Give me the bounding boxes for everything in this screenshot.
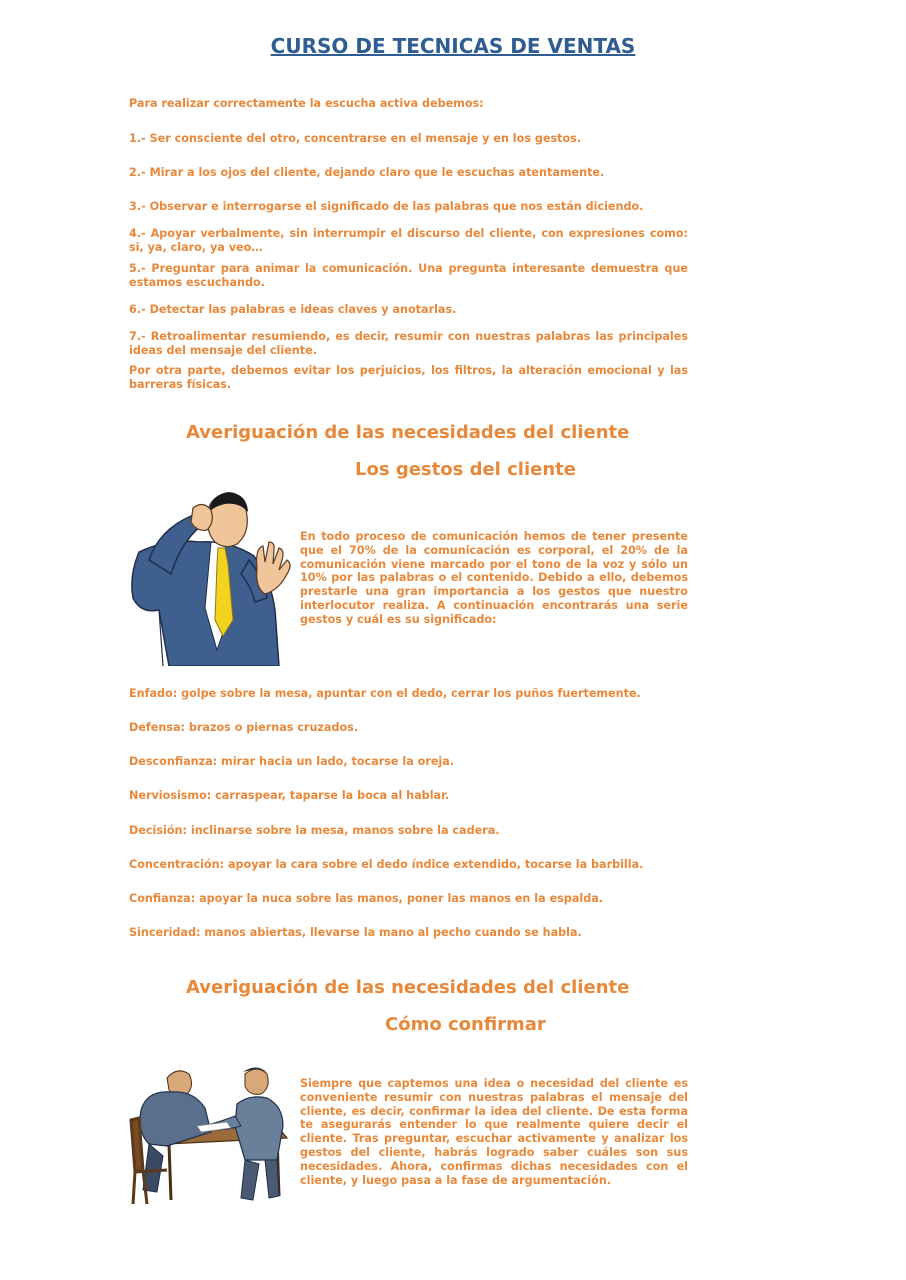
man-listening-illustration: [129, 490, 295, 666]
section2-subheading: Cómo confirmar: [385, 1014, 546, 1035]
section2-body: Siempre que captemos una idea o necesidad del cliente es conveniente resumir con nuestras palabras el mensaje del cliente, es decir, confirmar la idea del cliente. De esta forma te asegurarás entender lo que realmente quiere decir el cliente. Tras preguntar, escuchar activamente y analizar los gestos del cliente, habrás logrado saber cuáles son sus necesidades. Ahora, confirmas dichas necesidades con el cliente, y luego pasa a la fase de argumentación.: [300, 1077, 688, 1187]
section1-body: En todo proceso de comunicación hemos de tener presente que el 70% de la comunicación es corporal, el 20% de la comunicación viene marcado por el tono de la voz y sólo un 10% por las palabras o el contenido. Debido a ello, debemos prestarle una gran importancia a los gestos que nuestro interlocutor realiza. A continuación encontrarás una serie gestos y cuál es su significado:: [300, 530, 688, 626]
business-meeting-illustration: [127, 1060, 297, 1205]
step-6: 6.- Detectar las palabras e ideas claves y anotarlas.: [129, 303, 457, 316]
step-4: 4.- Apoyar verbalmente, sin interrumpir el discurso del cliente, con expresiones como: si, ya, claro, ya veo…: [129, 227, 688, 254]
section1-subheading: Los gestos del cliente: [355, 459, 576, 480]
gesture-confianza: Confianza: apoyar la nuca sobre las manos, poner las manos en la espalda.: [129, 892, 604, 905]
gesture-decision: Decisión: inclinarse sobre la mesa, manos sobre la cadera.: [129, 824, 500, 837]
closing-text: Por otra parte, debemos evitar los perjuicios, los filtros, la alteración emocional y las barreras físicas.: [129, 364, 688, 391]
gesture-sinceridad: Sinceridad: manos abiertas, llevarse la mano al pecho cuando se habla.: [129, 926, 582, 939]
gesture-enfado: Enfado: golpe sobre la mesa, apuntar con el dedo, cerrar los puños fuertemente.: [129, 687, 641, 700]
section2-heading: Averiguación de las necesidades del cliente: [186, 977, 630, 998]
gesture-desconfianza: Desconfianza: mirar hacia un lado, tocarse la oreja.: [129, 755, 455, 768]
step-2: 2.- Mirar a los ojos del cliente, dejando claro que le escuchas atentamente.: [129, 166, 605, 179]
section1-heading: Averiguación de las necesidades del cliente: [186, 422, 630, 443]
intro-text: Para realizar correctamente la escucha activa debemos:: [129, 97, 484, 110]
page-title: CURSO DE TECNICAS DE VENTAS: [270, 34, 636, 58]
step-7: 7.- Retroalimentar resumiendo, es decir, resumir con nuestras palabras las principales ideas del mensaje del cliente.: [129, 330, 688, 357]
gesture-defensa: Defensa: brazos o piernas cruzados.: [129, 721, 359, 734]
step-5: 5.- Preguntar para animar la comunicación. Una pregunta interesante demuestra que estamos escuchando.: [129, 262, 688, 289]
gesture-nerviosismo: Nerviosismo: carraspear, taparse la boca al hablar.: [129, 789, 450, 802]
gesture-concentracion: Concentración: apoyar la cara sobre el dedo índice extendido, tocarse la barbilla.: [129, 858, 644, 871]
step-3: 3.- Observar e interrogarse el significado de las palabras que nos están diciendo.: [129, 200, 644, 213]
step-1: 1.- Ser consciente del otro, concentrarse en el mensaje y en los gestos.: [129, 132, 582, 145]
